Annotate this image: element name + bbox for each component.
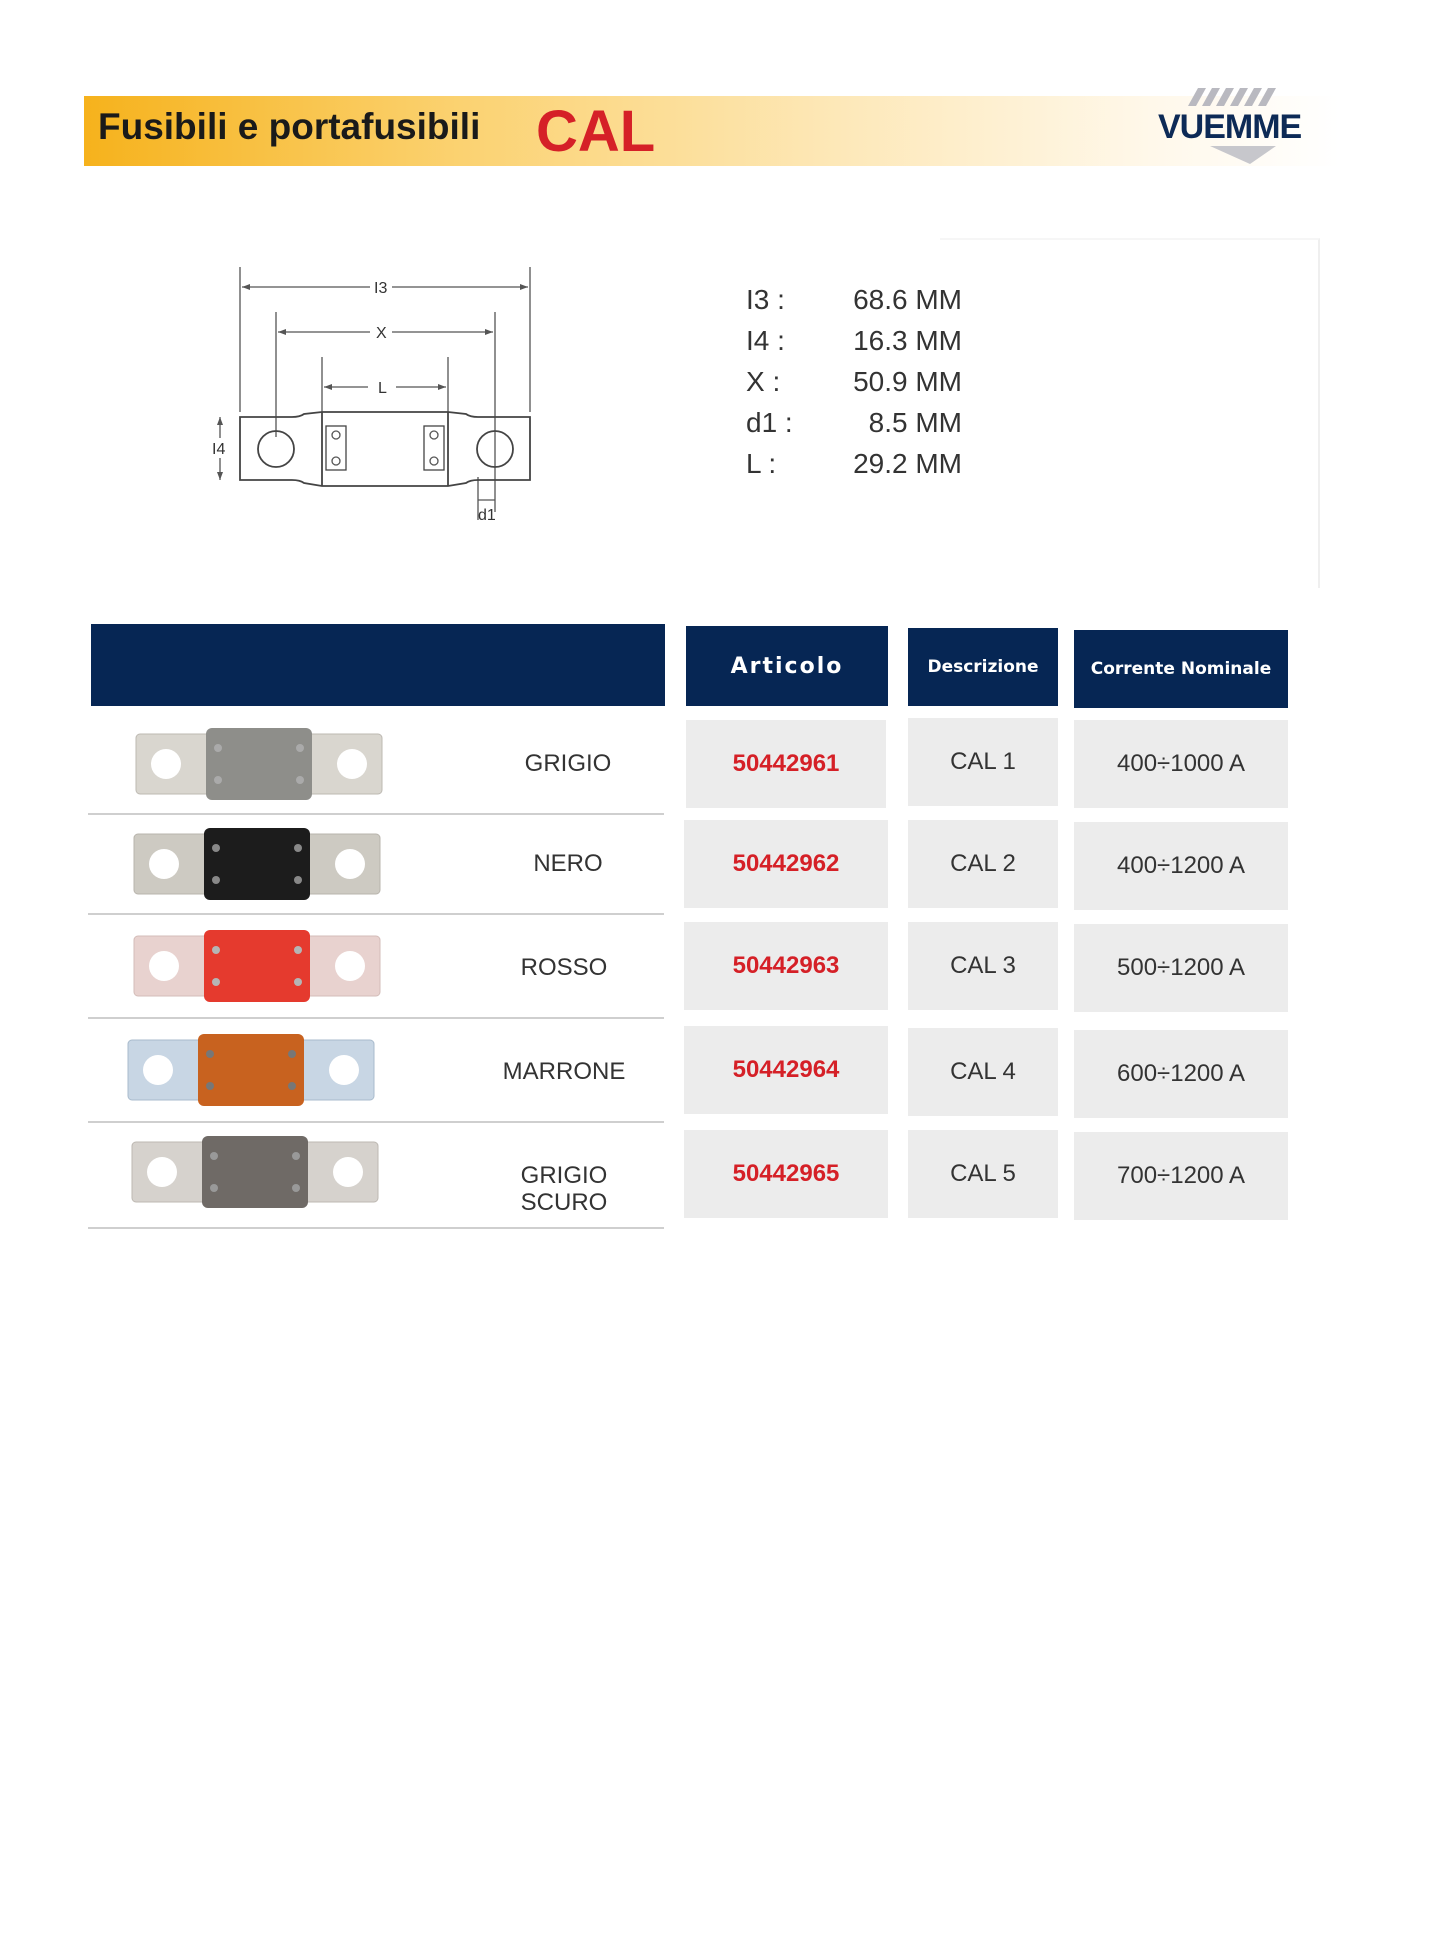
label-d1: d1 <box>478 507 496 524</box>
spec-label: I3 : <box>746 284 785 315</box>
fuse-hole <box>147 1157 177 1187</box>
spec-value: 29.2 MM <box>853 448 962 479</box>
color-label: GRIGIO <box>524 750 612 777</box>
fuse-body <box>204 930 310 1002</box>
brand-name: VUEMME <box>1158 108 1302 146</box>
current-cell: 600÷1200 A <box>1074 1030 1288 1118</box>
table-header-corrente: Corrente Nominale <box>1074 630 1288 708</box>
fuse-hole <box>335 951 365 981</box>
description-cell: CAL 1 <box>908 718 1058 806</box>
fuse-image-rosso <box>132 928 382 1004</box>
dimension-diagram <box>200 262 540 532</box>
article-code: 50442963 <box>684 922 888 1010</box>
spec-value: 68.6 MM <box>853 284 962 315</box>
color-label-line: SCURO <box>520 1189 608 1216</box>
color-label: NERO <box>533 850 603 877</box>
label-x: X <box>376 325 387 342</box>
color-label-line: GRIGIO <box>520 1162 608 1189</box>
row-separator <box>88 1017 664 1019</box>
fuse-hole <box>335 849 365 879</box>
spec-value: 50.9 MM <box>853 366 962 397</box>
label-l3: I3 <box>374 280 388 297</box>
current-cell: 700÷1200 A <box>1074 1132 1288 1220</box>
fuse-image-marrone <box>126 1032 376 1108</box>
description-cell: CAL 5 <box>908 1130 1058 1218</box>
spec-label: d1 : <box>746 407 793 438</box>
description-cell: CAL 4 <box>908 1028 1058 1116</box>
fuse-hole <box>143 1055 173 1085</box>
fuse-hole <box>149 849 179 879</box>
series-title: CAL <box>536 99 656 164</box>
spec-label: I4 : <box>746 325 785 356</box>
row-separator <box>88 1121 664 1123</box>
fuse-image-grigio-scuro <box>130 1134 380 1210</box>
fuse-body <box>202 1136 308 1208</box>
fuse-hole <box>151 749 181 779</box>
row-separator <box>88 813 664 815</box>
fuse-hole <box>329 1055 359 1085</box>
fuse-image-nero <box>132 826 382 902</box>
row-separator <box>88 1227 664 1229</box>
article-code: 50442961 <box>686 720 886 808</box>
article-code: 50442962 <box>684 820 888 908</box>
fuse-body <box>204 828 310 900</box>
label-l4: I4 <box>212 441 226 458</box>
spec-label: L : <box>746 448 777 479</box>
current-cell: 400÷1200 A <box>1074 822 1288 910</box>
article-code: 50442965 <box>684 1130 888 1218</box>
description-cell: CAL 2 <box>908 820 1058 908</box>
spec-value: 8.5 MM <box>868 407 962 438</box>
color-label: MARRONE <box>502 1058 626 1085</box>
row-separator <box>88 913 664 915</box>
fuse-hole <box>333 1157 363 1187</box>
color-label: ROSSO <box>520 954 608 981</box>
table-header-descrizione: Descrizione <box>908 628 1058 706</box>
current-cell: 500÷1200 A <box>1074 924 1288 1012</box>
label-l: L <box>378 380 387 397</box>
spec-value: 16.3 MM <box>853 325 962 356</box>
color-label <box>474 1162 654 1216</box>
description-cell: CAL 3 <box>908 922 1058 1010</box>
fuse-body <box>206 728 312 800</box>
spec-panel <box>940 238 1320 588</box>
spec-label: X : <box>746 366 781 397</box>
page-title: Fusibili e portafusibili <box>98 106 481 147</box>
fuse-hole <box>149 951 179 981</box>
current-cell: 400÷1000 A <box>1074 720 1288 808</box>
fuse-hole <box>337 749 367 779</box>
table-header-image-column <box>91 624 665 706</box>
fuse-image-grigio <box>134 726 384 802</box>
article-code: 50442964 <box>684 1026 888 1114</box>
table-header-articolo: Articolo <box>686 626 888 706</box>
fuse-body <box>198 1034 304 1106</box>
